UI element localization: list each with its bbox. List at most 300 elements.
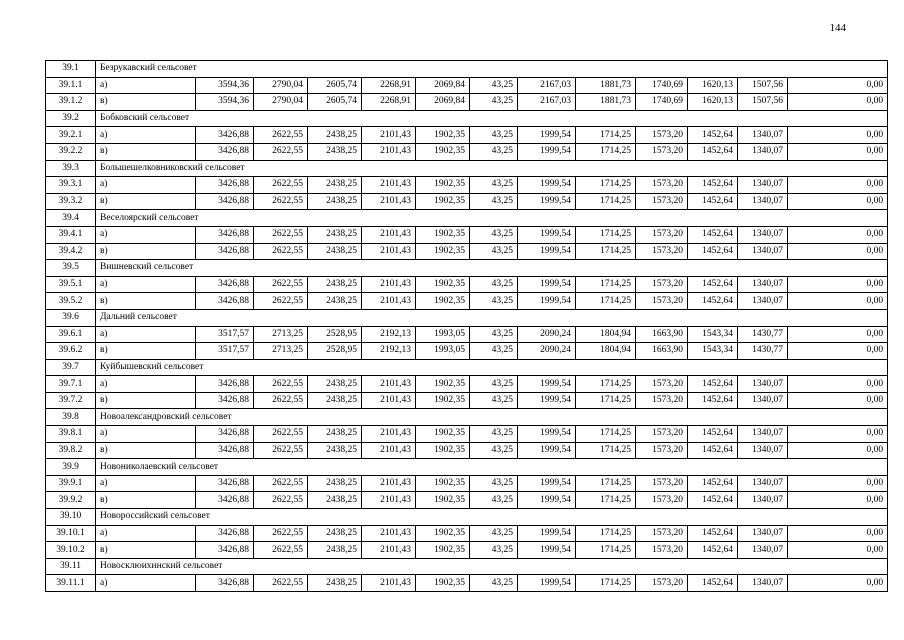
value-cell: 1507,56 [738,94,788,111]
value-cell: 1452,64 [688,475,738,492]
value-cell: 2438,25 [308,575,362,592]
section-header-row [46,558,888,575]
value-cell: 2438,25 [308,376,362,393]
value-cell: 1573,20 [636,293,688,310]
value-cell: 0,00 [788,193,888,210]
value-cell: 3426,88 [196,143,254,160]
section-header-row [46,160,888,177]
value-cell: 1663,90 [636,343,688,360]
value-cell: 2438,25 [308,226,362,243]
value-cell: 1430,77 [738,343,788,360]
row-label: в) [96,392,196,409]
value-cell: 1452,64 [688,143,738,160]
value-cell: 1573,20 [636,392,688,409]
value-cell: 1902,35 [416,426,470,443]
value-cell: 2268,91 [362,77,416,94]
value-cell: 1340,07 [738,193,788,210]
row-code: 39.10.2 [46,542,96,559]
value-cell: 1452,64 [688,127,738,144]
value-cell: 43,25 [470,243,518,260]
value-cell: 0,00 [788,326,888,343]
value-cell: 3426,88 [196,525,254,542]
value-cell: 2622,55 [254,193,308,210]
value-cell: 1340,07 [738,177,788,194]
value-cell: 0,00 [788,127,888,144]
value-cell: 43,25 [470,326,518,343]
value-cell: 1714,25 [576,177,636,194]
value-cell: 1804,94 [576,326,636,343]
value-cell: 1881,73 [576,94,636,111]
value-cell: 3594,36 [196,77,254,94]
value-cell: 0,00 [788,293,888,310]
section-code: 39.4 [46,210,96,227]
row-code: 39.8.2 [46,442,96,459]
row-label: в) [96,492,196,509]
value-cell: 1902,35 [416,376,470,393]
section-header-row [46,459,888,476]
value-cell: 3426,88 [196,127,254,144]
row-code: 39.9.1 [46,475,96,492]
value-cell: 1714,25 [576,226,636,243]
value-cell: 1340,07 [738,143,788,160]
value-cell: 1452,64 [688,376,738,393]
value-cell: 3426,88 [196,293,254,310]
value-cell: 1902,35 [416,293,470,310]
value-cell: 1452,64 [688,575,738,592]
value-cell: 43,25 [470,193,518,210]
row-code: 39.6.2 [46,343,96,360]
value-cell: 1902,35 [416,542,470,559]
table-row [46,426,888,443]
value-cell: 1340,07 [738,243,788,260]
value-cell: 0,00 [788,226,888,243]
value-cell: 2101,43 [362,542,416,559]
value-cell: 0,00 [788,376,888,393]
table-row [46,343,888,360]
value-cell: 1452,64 [688,293,738,310]
value-cell: 1999,54 [518,376,576,393]
row-code: 39.1.1 [46,77,96,94]
row-label: а) [96,575,196,592]
table-row [46,143,888,160]
section-name: Новоалександровский сельсовет [96,409,888,426]
table-row [46,77,888,94]
value-cell: 1573,20 [636,442,688,459]
value-cell: 1340,07 [738,525,788,542]
value-cell: 2101,43 [362,392,416,409]
row-code: 39.7.1 [46,376,96,393]
value-cell: 3594,36 [196,94,254,111]
value-cell: 0,00 [788,177,888,194]
row-code: 39.10.1 [46,525,96,542]
row-label: а) [96,475,196,492]
value-cell: 2622,55 [254,127,308,144]
value-cell: 0,00 [788,475,888,492]
row-label: а) [96,326,196,343]
value-cell: 1340,07 [738,475,788,492]
value-cell: 2101,43 [362,426,416,443]
page-number: 144 [829,22,846,34]
section-header-row [46,210,888,227]
value-cell: 1452,64 [688,243,738,260]
value-cell: 1740,69 [636,77,688,94]
value-cell: 1573,20 [636,143,688,160]
value-cell: 3426,88 [196,392,254,409]
value-cell: 1573,20 [636,542,688,559]
value-cell: 1452,64 [688,177,738,194]
value-cell: 43,25 [470,143,518,160]
value-cell: 1999,54 [518,276,576,293]
table-row [46,442,888,459]
section-name: Вишневский сельсовет [96,260,888,277]
value-cell: 43,25 [470,127,518,144]
row-code: 39.7.2 [46,392,96,409]
value-cell: 1902,35 [416,177,470,194]
value-cell: 3517,57 [196,326,254,343]
value-cell: 1714,25 [576,193,636,210]
value-cell: 1902,35 [416,243,470,260]
section-header-row [46,61,888,78]
value-cell: 43,25 [470,94,518,111]
value-cell: 0,00 [788,343,888,360]
value-cell: 2622,55 [254,392,308,409]
value-cell: 43,25 [470,392,518,409]
value-cell: 1340,07 [738,376,788,393]
value-cell: 2438,25 [308,542,362,559]
row-code: 39.5.1 [46,276,96,293]
value-cell: 2101,43 [362,376,416,393]
table-row [46,542,888,559]
row-code: 39.2.2 [46,143,96,160]
value-cell: 1452,64 [688,426,738,443]
value-cell: 2069,84 [416,77,470,94]
section-header-row [46,409,888,426]
section-name: Бобковский сельсовет [96,110,888,127]
value-cell: 0,00 [788,542,888,559]
value-cell: 1902,35 [416,575,470,592]
value-cell: 1543,34 [688,343,738,360]
value-cell: 2622,55 [254,177,308,194]
value-cell: 1999,54 [518,293,576,310]
value-cell: 2101,43 [362,127,416,144]
value-cell: 2605,74 [308,77,362,94]
value-cell: 43,25 [470,293,518,310]
row-code: 39.5.2 [46,293,96,310]
section-header-row [46,359,888,376]
value-cell: 1573,20 [636,127,688,144]
table-row [46,575,888,592]
value-cell: 1573,20 [636,177,688,194]
value-cell: 1573,20 [636,193,688,210]
row-code: 39.3.1 [46,177,96,194]
value-cell: 1714,25 [576,426,636,443]
value-cell: 2268,91 [362,94,416,111]
table-row [46,276,888,293]
value-cell: 2101,43 [362,293,416,310]
table-row [46,226,888,243]
value-cell: 1999,54 [518,475,576,492]
row-code: 39.4.1 [46,226,96,243]
value-cell: 2605,74 [308,94,362,111]
value-cell: 1340,07 [738,442,788,459]
value-cell: 1714,25 [576,127,636,144]
value-cell: 1999,54 [518,492,576,509]
value-cell: 2790,04 [254,77,308,94]
section-header-row [46,509,888,526]
value-cell: 43,25 [470,542,518,559]
value-cell: 2438,25 [308,293,362,310]
row-label: в) [96,143,196,160]
value-cell: 1999,54 [518,426,576,443]
value-cell: 2090,24 [518,343,576,360]
value-cell: 2622,55 [254,475,308,492]
value-cell: 1999,54 [518,243,576,260]
section-code: 39.11 [46,558,96,575]
table-row [46,94,888,111]
value-cell: 2622,55 [254,276,308,293]
value-cell: 2622,55 [254,575,308,592]
value-cell: 2438,25 [308,177,362,194]
value-cell: 2438,25 [308,276,362,293]
value-cell: 0,00 [788,575,888,592]
value-cell: 1902,35 [416,127,470,144]
value-cell: 1999,54 [518,575,576,592]
table-row [46,492,888,509]
value-cell: 1881,73 [576,77,636,94]
row-code: 39.9.2 [46,492,96,509]
value-cell: 1804,94 [576,343,636,360]
value-cell: 1543,34 [688,326,738,343]
row-label: а) [96,276,196,293]
value-cell: 3426,88 [196,177,254,194]
value-cell: 1902,35 [416,525,470,542]
value-cell: 3426,88 [196,492,254,509]
section-code: 39.8 [46,409,96,426]
section-name: Дальний сельсовет [96,309,888,326]
value-cell: 2101,43 [362,575,416,592]
value-cell: 1999,54 [518,442,576,459]
value-cell: 1714,25 [576,276,636,293]
value-cell: 43,25 [470,492,518,509]
value-cell: 2622,55 [254,226,308,243]
value-cell: 1340,07 [738,575,788,592]
row-label: в) [96,293,196,310]
row-label: в) [96,193,196,210]
value-cell: 3426,88 [196,193,254,210]
section-header-row [46,110,888,127]
value-cell: 2167,03 [518,77,576,94]
value-cell: 2622,55 [254,376,308,393]
value-cell: 1340,07 [738,426,788,443]
section-name: Большешелковниковский сельсовет [96,160,888,177]
section-code: 39.10 [46,509,96,526]
section-code: 39.7 [46,359,96,376]
value-cell: 2528,95 [308,343,362,360]
tariff-table [45,60,888,592]
row-label: а) [96,426,196,443]
value-cell: 1620,13 [688,94,738,111]
value-cell: 1714,25 [576,492,636,509]
value-cell: 1573,20 [636,492,688,509]
section-name: Новониколаевский сельсовет [96,459,888,476]
value-cell: 3426,88 [196,243,254,260]
value-cell: 2713,25 [254,326,308,343]
value-cell: 1902,35 [416,392,470,409]
value-cell: 0,00 [788,94,888,111]
value-cell: 2622,55 [254,243,308,260]
section-name: Веселоярский сельсовет [96,210,888,227]
value-cell: 1340,07 [738,492,788,509]
value-cell: 2101,43 [362,442,416,459]
table-row [46,525,888,542]
row-label: в) [96,343,196,360]
section-header-row [46,260,888,277]
value-cell: 3426,88 [196,475,254,492]
value-cell: 1452,64 [688,525,738,542]
value-cell: 3517,57 [196,343,254,360]
section-code: 39.5 [46,260,96,277]
table-row [46,193,888,210]
value-cell: 1507,56 [738,77,788,94]
value-cell: 2438,25 [308,442,362,459]
value-cell: 2528,95 [308,326,362,343]
value-cell: 1340,07 [738,127,788,144]
value-cell: 2101,43 [362,143,416,160]
value-cell: 43,25 [470,575,518,592]
section-name: Новосклюихинский сельсовет [96,558,888,575]
value-cell: 43,25 [470,426,518,443]
value-cell: 1993,05 [416,326,470,343]
value-cell: 43,25 [470,376,518,393]
value-cell: 2192,13 [362,343,416,360]
row-label: а) [96,226,196,243]
value-cell: 1573,20 [636,276,688,293]
value-cell: 0,00 [788,243,888,260]
table-row [46,127,888,144]
value-cell: 2438,25 [308,143,362,160]
value-cell: 0,00 [788,492,888,509]
value-cell: 2438,25 [308,426,362,443]
value-cell: 1573,20 [636,243,688,260]
value-cell: 1452,64 [688,392,738,409]
value-cell: 2622,55 [254,492,308,509]
value-cell: 1340,07 [738,293,788,310]
value-cell: 0,00 [788,392,888,409]
value-cell: 1573,20 [636,226,688,243]
row-code: 39.8.1 [46,426,96,443]
value-cell: 3426,88 [196,442,254,459]
value-cell: 1714,25 [576,525,636,542]
value-cell: 1620,13 [688,77,738,94]
value-cell: 1452,64 [688,193,738,210]
section-code: 39.6 [46,309,96,326]
value-cell: 0,00 [788,77,888,94]
value-cell: 3426,88 [196,426,254,443]
section-code: 39.1 [46,61,96,78]
value-cell: 2101,43 [362,475,416,492]
value-cell: 3426,88 [196,276,254,293]
row-label: а) [96,77,196,94]
table-row [46,376,888,393]
value-cell: 2622,55 [254,293,308,310]
value-cell: 1902,35 [416,442,470,459]
section-header-row [46,309,888,326]
value-cell: 1340,07 [738,542,788,559]
value-cell: 2101,43 [362,177,416,194]
value-cell: 2101,43 [362,226,416,243]
value-cell: 1714,25 [576,376,636,393]
value-cell: 1999,54 [518,127,576,144]
value-cell: 1999,54 [518,542,576,559]
value-cell: 1430,77 [738,326,788,343]
value-cell: 1573,20 [636,525,688,542]
section-code: 39.3 [46,160,96,177]
value-cell: 43,25 [470,442,518,459]
value-cell: 2622,55 [254,426,308,443]
value-cell: 1999,54 [518,392,576,409]
value-cell: 3426,88 [196,575,254,592]
value-cell: 2438,25 [308,475,362,492]
table-row [46,392,888,409]
row-label: в) [96,94,196,111]
section-code: 39.2 [46,110,96,127]
value-cell: 2069,84 [416,94,470,111]
row-label: а) [96,177,196,194]
section-name: Безрукавский сельсовет [96,61,888,78]
value-cell: 1902,35 [416,475,470,492]
row-code: 39.3.2 [46,193,96,210]
table-row [46,326,888,343]
value-cell: 2622,55 [254,143,308,160]
value-cell: 1573,20 [636,426,688,443]
table-row [46,475,888,492]
value-cell: 1452,64 [688,226,738,243]
value-cell: 1452,64 [688,542,738,559]
value-cell: 2101,43 [362,525,416,542]
value-cell: 1663,90 [636,326,688,343]
value-cell: 1993,05 [416,343,470,360]
value-cell: 1999,54 [518,177,576,194]
value-cell: 43,25 [470,525,518,542]
value-cell: 2438,25 [308,243,362,260]
row-label: а) [96,376,196,393]
section-name: Новороссийский сельсовет [96,509,888,526]
value-cell: 0,00 [788,525,888,542]
value-cell: 43,25 [470,226,518,243]
value-cell: 1902,35 [416,226,470,243]
value-cell: 0,00 [788,143,888,160]
value-cell: 2167,03 [518,94,576,111]
row-code: 39.2.1 [46,127,96,144]
value-cell: 1902,35 [416,492,470,509]
value-cell: 2438,25 [308,525,362,542]
value-cell: 0,00 [788,426,888,443]
value-cell: 1340,07 [738,276,788,293]
value-cell: 2101,43 [362,492,416,509]
value-cell: 1452,64 [688,442,738,459]
value-cell: 1740,69 [636,94,688,111]
value-cell: 1714,25 [576,442,636,459]
value-cell: 1902,35 [416,276,470,293]
value-cell: 1902,35 [416,143,470,160]
value-cell: 2101,43 [362,193,416,210]
value-cell: 0,00 [788,276,888,293]
value-cell: 43,25 [470,77,518,94]
value-cell: 1573,20 [636,376,688,393]
value-cell: 1714,25 [576,243,636,260]
value-cell: 2438,25 [308,492,362,509]
row-label: а) [96,127,196,144]
